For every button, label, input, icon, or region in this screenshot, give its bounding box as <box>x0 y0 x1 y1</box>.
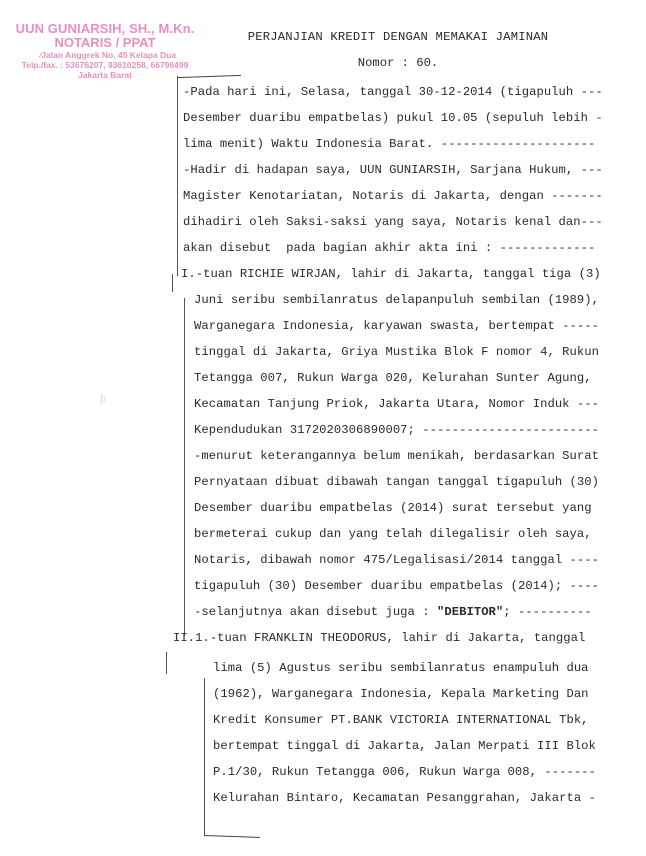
text-line: lima (5) Agustus seribu sembilanratus enampuluh dua <box>213 661 589 675</box>
text-line: akan disebut pada bagian akhir akta ini : ------------- <box>183 241 596 255</box>
text-line: P.1/30, Rukun Tetangga 006, Rukun Warga 008, ------- <box>213 765 596 779</box>
text-line: bermeterai cukup dan yang telah dilegalisir oleh saya, <box>194 527 592 541</box>
margin-corner-bottom <box>204 835 260 838</box>
text-line: lima menit) Waktu Indonesia Barat. --------------------- <box>183 137 596 151</box>
stamp-notary-title: NOTARIS / PPAT <box>54 35 156 50</box>
text-line: tigapuluh (30) Desember duaribu empatbelas (2014); ---- <box>194 579 600 593</box>
text-line: Magister Kenotariatan, Notaris di Jakarta, dengan ------- <box>183 189 603 203</box>
text-line: Warganegara Indonesia, karyawan swasta, bertempat ----- <box>194 319 600 333</box>
text-line: Desember duaribu empatbelas) pukul 10.05 (sepuluh lebih - <box>183 111 603 125</box>
margin-rule-opening <box>177 76 178 276</box>
text-line: I.-tuan RICHIE WIRJAN, lahir di Jakarta, tanggal tiga (3) <box>181 267 601 281</box>
text-line: (1962), Warganegara Indonesia, Kepala Marketing Dan <box>213 687 589 701</box>
scan-smudge-mark: ƥ <box>100 395 107 406</box>
margin-rule-party-2-detail <box>204 678 205 836</box>
text-line: -menurut keterangannya belum menikah, berdasarkan Surat <box>194 449 600 463</box>
text-line: Kependudukan 3172020306890007; ------------------------ <box>194 423 600 437</box>
text-line: Pernyataan dibuat dibawah tangan tanggal tigapuluh (30) <box>194 475 600 489</box>
text-line: dihadiri oleh Saksi-saksi yang saya, Notaris kenal dan--- <box>183 215 603 229</box>
text-line: Kecamatan Tanjung Priok, Jakarta Utara, Nomor Induk --- <box>194 397 600 411</box>
stamp-notary-name: UUN GUNIARSIH, SH., M.Kn. <box>15 21 195 36</box>
text-line: -Hadir di hadapan saya, UUN GUNIARSIH, Sarjana Hukum, --- <box>183 163 603 177</box>
text-line: Kredit Konsumer PT.BANK VICTORIA INTERNATIONAL Tbk, <box>213 713 589 727</box>
text-line: Desember duaribu empatbelas (2014) surat tersebut yang <box>194 501 592 515</box>
stamp-address: ⁄Jalan Anggrek No. 45 Kelapa Dua <box>39 50 177 60</box>
stamp-city: Jakarta Barat <box>78 70 132 80</box>
margin-rule-party-1 <box>172 274 173 292</box>
document-number: Nomor : 60. <box>357 56 439 70</box>
stamp-phone: Telp./fax. : 53676207, 93610258, 66796499 <box>21 60 189 70</box>
text-line: II.1.-tuan FRANKLIN THEODORUS, lahir di Jakarta, tanggal <box>173 631 586 645</box>
debitor-label: "DEBITOR" <box>437 605 504 619</box>
text-line: -Pada hari ini, Selasa, tanggal 30-12-2014 (tigapuluh --- <box>183 85 603 99</box>
text-line: Juni seribu sembilanratus delapanpuluh sembilan (1989), <box>194 293 600 307</box>
text-line: Kelurahan Bintaro, Kecamatan Pesanggrahan, Jakarta - <box>213 791 596 805</box>
pen-mark-icon: ⁄ <box>39 50 42 60</box>
text-line: tinggal di Jakarta, Griya Mustika Blok F nomor 4, Rukun <box>194 345 600 359</box>
margin-rule-party-1-detail <box>184 298 185 636</box>
text-line: Tetangga 007, Rukun Warga 020, Kelurahan Sunter Agung, <box>194 371 592 385</box>
margin-rule-party-2 <box>166 652 167 674</box>
debitor-line: -selanjutnya akan disebut juga : "DEBITOR"; ---------- <box>194 605 592 619</box>
document-title: PERJANJIAN KREDIT DENGAN MEMAKAI JAMINAN <box>247 30 549 44</box>
text-line: Notaris, dibawah nomor 475/Legalisasi/2014 tanggal ---- <box>194 553 600 567</box>
text-line: bertempat tinggal di Jakarta, Jalan Merpati III Blok <box>213 739 596 753</box>
